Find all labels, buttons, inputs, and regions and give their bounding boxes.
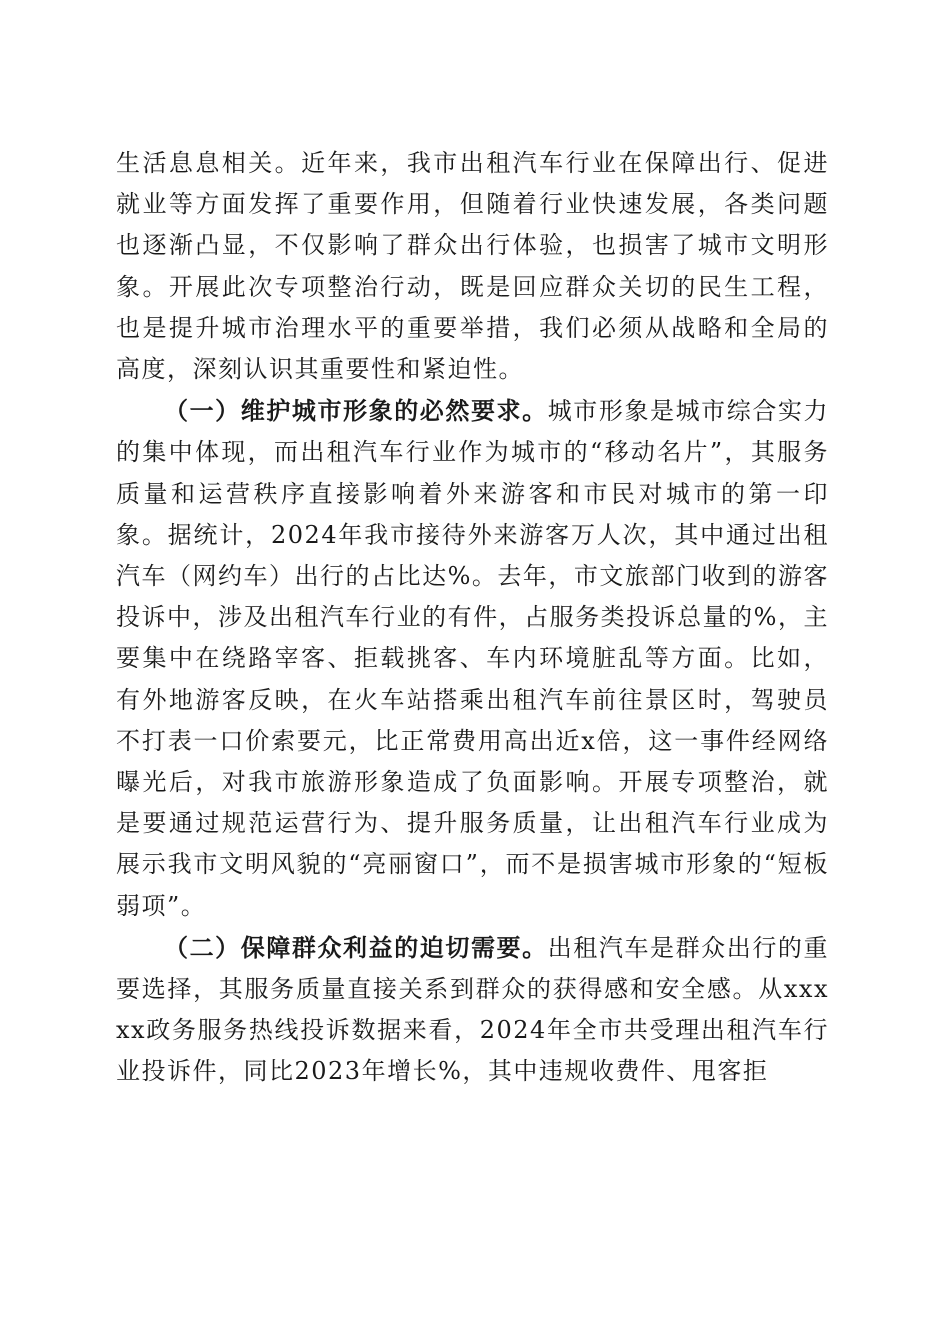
document-body bbox=[116, 143, 829, 1093]
paragraph-intro-text: 生活息息相关。近年来，我市出租汽车行业在保障出行、促进就业等方面发挥了重要作用，但随着行业快速发展，各类问题也逐渐凸显，不仅影响了群众出行体验，也损害了城市文明形象。开展此次专项整治行动，既是回应群众关切的民生工程，也是提升城市治理水平的重要举措，我们必须从战略和全局的高度，深刻认识其重要性和紧迫性。 bbox=[116, 149, 829, 384]
section-1-heading: （一）维护城市形象的必然要求。 bbox=[164, 396, 548, 426]
section-1-text: 城市形象是城市综合实力的集中体现，而出租汽车行业作为城市的“移动名片”，其服务质量和运营秩序直接影响着外来游客和市民对城市的第一印象。据统计，2024年我市接待外来游客万人次，其中通过出租汽车（网约车）出行的占比达%。去年，市文旅部门收到的游客投诉中，涉及出租汽车行业的有件，占服务类投诉总量的%，主要集中在绕路宰客、拒载挑客、车内环境脏乱等方面。比如，有外地游客反映，在火车站搭乘出租汽车前往景区时，驾驶员不打表一口价索要元，比正常费用高出近x倍，这一事件经网络曝光后，对我市旅游形象造成了负面影响。开展专项整治，就是要通过规范运营行为、提升服务质量，让出租汽车行业成为展示我市文明风貌的“亮丽窗口”，而不是损害城市形象的“短板弱项”。 bbox=[116, 397, 830, 920]
section-2-heading: （二）保障群众利益的迫切需要。 bbox=[164, 932, 548, 962]
paragraph-intro bbox=[116, 143, 829, 390]
paragraph-section-2 bbox=[116, 927, 829, 1093]
paragraph-section-1 bbox=[116, 390, 829, 927]
section-2-text: 出租汽车是群众出行的重要选择，其服务质量直接关系到群众的获得感和安全感。从xxxxx政务服务热线投诉数据来看，2024年全市共受理出租汽车行业投诉件，同比2023年增长%，其中违规收费件、甩客拒 bbox=[116, 933, 830, 1086]
